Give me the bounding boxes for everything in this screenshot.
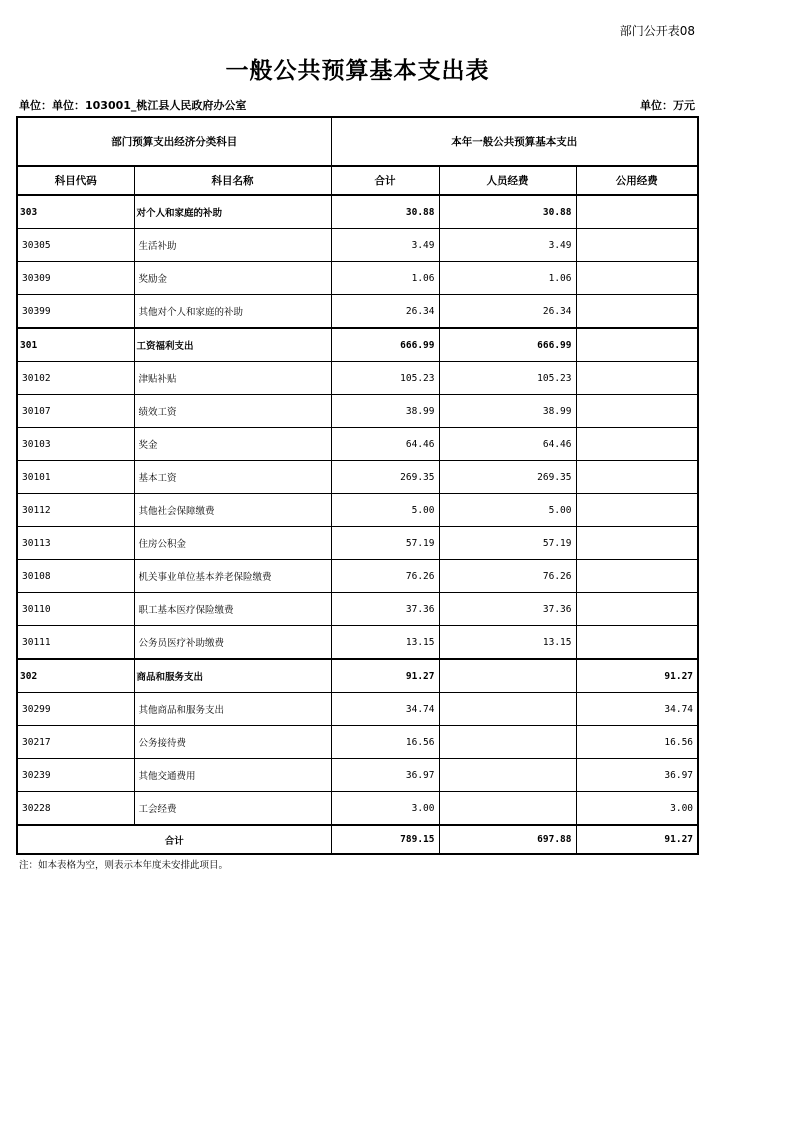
- cell-name: 其他对个人和家庭的补助: [134, 295, 331, 329]
- table-group-header-row: [17, 117, 698, 166]
- cell-personnel: 37.36: [439, 593, 576, 626]
- cell-code: 30299: [17, 693, 134, 726]
- table-row: [17, 229, 698, 262]
- cell-code: 30239: [17, 759, 134, 792]
- cell-code: 30217: [17, 726, 134, 759]
- cell-personnel: 13.15: [439, 626, 576, 660]
- cell-name: 商品和服务支出: [134, 659, 331, 693]
- table-row: [17, 395, 698, 428]
- cell-total: 91.27: [331, 659, 439, 693]
- cell-personnel: 269.35: [439, 461, 576, 494]
- cell-total: 13.15: [331, 626, 439, 660]
- cell-public: [576, 461, 698, 494]
- cell-personnel: [439, 693, 576, 726]
- cell-code: 30102: [17, 362, 134, 395]
- unit-currency: 单位：万元: [640, 99, 695, 112]
- cell-code: 30305: [17, 229, 134, 262]
- table-row: [17, 461, 698, 494]
- cell-name: 生活补助: [134, 229, 331, 262]
- cell-name: 津贴补贴: [134, 362, 331, 395]
- cell-total: 30.88: [331, 195, 439, 229]
- cell-name: 对个人和家庭的补助: [134, 195, 331, 229]
- cell-public: [576, 560, 698, 593]
- table-row: [17, 262, 698, 295]
- cell-personnel: [439, 726, 576, 759]
- table-row: [17, 560, 698, 593]
- cell-total: 34.74: [331, 693, 439, 726]
- cell-public: [576, 626, 698, 660]
- cell-name: 工会经费: [134, 792, 331, 826]
- cell-name: 奖励金: [134, 262, 331, 295]
- cell-code: 30111: [17, 626, 134, 660]
- cell-total: 3.49: [331, 229, 439, 262]
- cell-name: 工资福利支出: [134, 328, 331, 362]
- budget-table: [16, 116, 699, 855]
- table-total-row: [17, 825, 698, 854]
- cell-name: 其他商品和服务支出: [134, 693, 331, 726]
- form-id-label: 部门公开表08: [619, 24, 695, 38]
- cell-name: 基本工资: [134, 461, 331, 494]
- cell-personnel: [439, 792, 576, 826]
- cell-public: [576, 328, 698, 362]
- cell-personnel: 38.99: [439, 395, 576, 428]
- table-row: [17, 295, 698, 329]
- table-group-row: [17, 659, 698, 693]
- group-header-expenditure: 本年一般公共预算基本支出: [331, 117, 698, 166]
- column-header-name: 科目名称: [134, 166, 331, 195]
- total-personnel: 697.88: [439, 825, 576, 854]
- cell-name: 奖金: [134, 428, 331, 461]
- cell-name: 其他社会保障缴费: [134, 494, 331, 527]
- cell-total: 269.35: [331, 461, 439, 494]
- cell-total: 1.06: [331, 262, 439, 295]
- cell-personnel: 64.46: [439, 428, 576, 461]
- cell-personnel: 76.26: [439, 560, 576, 593]
- cell-name: 公务接待费: [134, 726, 331, 759]
- cell-public: 3.00: [576, 792, 698, 826]
- column-header-personnel: 人员经费: [439, 166, 576, 195]
- total-label: 合计: [17, 825, 331, 854]
- cell-code: 303: [17, 195, 134, 229]
- cell-code: 30107: [17, 395, 134, 428]
- cell-code: 301: [17, 328, 134, 362]
- cell-name: 机关事业单位基本养老保险缴费: [134, 560, 331, 593]
- table-column-header-row: [17, 166, 698, 195]
- cell-total: 16.56: [331, 726, 439, 759]
- cell-total: 3.00: [331, 792, 439, 826]
- table-body: [17, 195, 698, 854]
- table-row: [17, 593, 698, 626]
- cell-total: 38.99: [331, 395, 439, 428]
- cell-personnel: 30.88: [439, 195, 576, 229]
- table-group-row: [17, 328, 698, 362]
- column-header-total: 合计: [331, 166, 439, 195]
- cell-personnel: 5.00: [439, 494, 576, 527]
- cell-total: 5.00: [331, 494, 439, 527]
- cell-name: 绩效工资: [134, 395, 331, 428]
- total-sum: 789.15: [331, 825, 439, 854]
- cell-code: 30103: [17, 428, 134, 461]
- cell-public: [576, 262, 698, 295]
- cell-public: 36.97: [576, 759, 698, 792]
- cell-total: 64.46: [331, 428, 439, 461]
- cell-public: [576, 229, 698, 262]
- total-public: 91.27: [576, 825, 698, 854]
- unit-organization: 单位：单位：103001_桃江县人民政府办公室: [19, 99, 247, 112]
- cell-total: 57.19: [331, 527, 439, 560]
- cell-name: 公务员医疗补助缴费: [134, 626, 331, 660]
- cell-total: 26.34: [331, 295, 439, 329]
- cell-total: 37.36: [331, 593, 439, 626]
- cell-public: [576, 395, 698, 428]
- cell-code: 30113: [17, 527, 134, 560]
- table-group-row: [17, 195, 698, 229]
- cell-code: 30399: [17, 295, 134, 329]
- cell-code: 302: [17, 659, 134, 693]
- cell-personnel: 26.34: [439, 295, 576, 329]
- cell-public: [576, 494, 698, 527]
- table-row: [17, 626, 698, 660]
- cell-personnel: 57.19: [439, 527, 576, 560]
- cell-personnel: [439, 659, 576, 693]
- cell-code: 30112: [17, 494, 134, 527]
- group-header-classification: 部门预算支出经济分类科目: [17, 117, 331, 166]
- cell-personnel: 666.99: [439, 328, 576, 362]
- cell-public: 16.56: [576, 726, 698, 759]
- cell-code: 30228: [17, 792, 134, 826]
- table-row: [17, 726, 698, 759]
- cell-personnel: 105.23: [439, 362, 576, 395]
- table-row: [17, 362, 698, 395]
- cell-name: 其他交通费用: [134, 759, 331, 792]
- cell-personnel: [439, 759, 576, 792]
- table-row: [17, 428, 698, 461]
- table-row: [17, 527, 698, 560]
- table-row: [17, 494, 698, 527]
- table-row: [17, 759, 698, 792]
- table-row: [17, 693, 698, 726]
- table-row: [17, 792, 698, 826]
- cell-public: [576, 593, 698, 626]
- cell-personnel: 3.49: [439, 229, 576, 262]
- column-header-code: 科目代码: [17, 166, 134, 195]
- cell-public: [576, 295, 698, 329]
- column-header-public: 公用经费: [576, 166, 698, 195]
- cell-public: [576, 362, 698, 395]
- cell-public: [576, 527, 698, 560]
- cell-code: 30101: [17, 461, 134, 494]
- cell-name: 职工基本医疗保险缴费: [134, 593, 331, 626]
- cell-code: 30110: [17, 593, 134, 626]
- cell-personnel: 1.06: [439, 262, 576, 295]
- cell-total: 36.97: [331, 759, 439, 792]
- cell-total: 666.99: [331, 328, 439, 362]
- cell-name: 住房公积金: [134, 527, 331, 560]
- cell-public: 34.74: [576, 693, 698, 726]
- cell-total: 105.23: [331, 362, 439, 395]
- footnote: 注：如本表格为空，则表示本年度未安排此项目。: [19, 860, 229, 871]
- page-title: 一般公共预算基本支出表: [225, 58, 490, 84]
- cell-total: 76.26: [331, 560, 439, 593]
- cell-public: 91.27: [576, 659, 698, 693]
- cell-code: 30309: [17, 262, 134, 295]
- cell-public: [576, 195, 698, 229]
- cell-public: [576, 428, 698, 461]
- cell-code: 30108: [17, 560, 134, 593]
